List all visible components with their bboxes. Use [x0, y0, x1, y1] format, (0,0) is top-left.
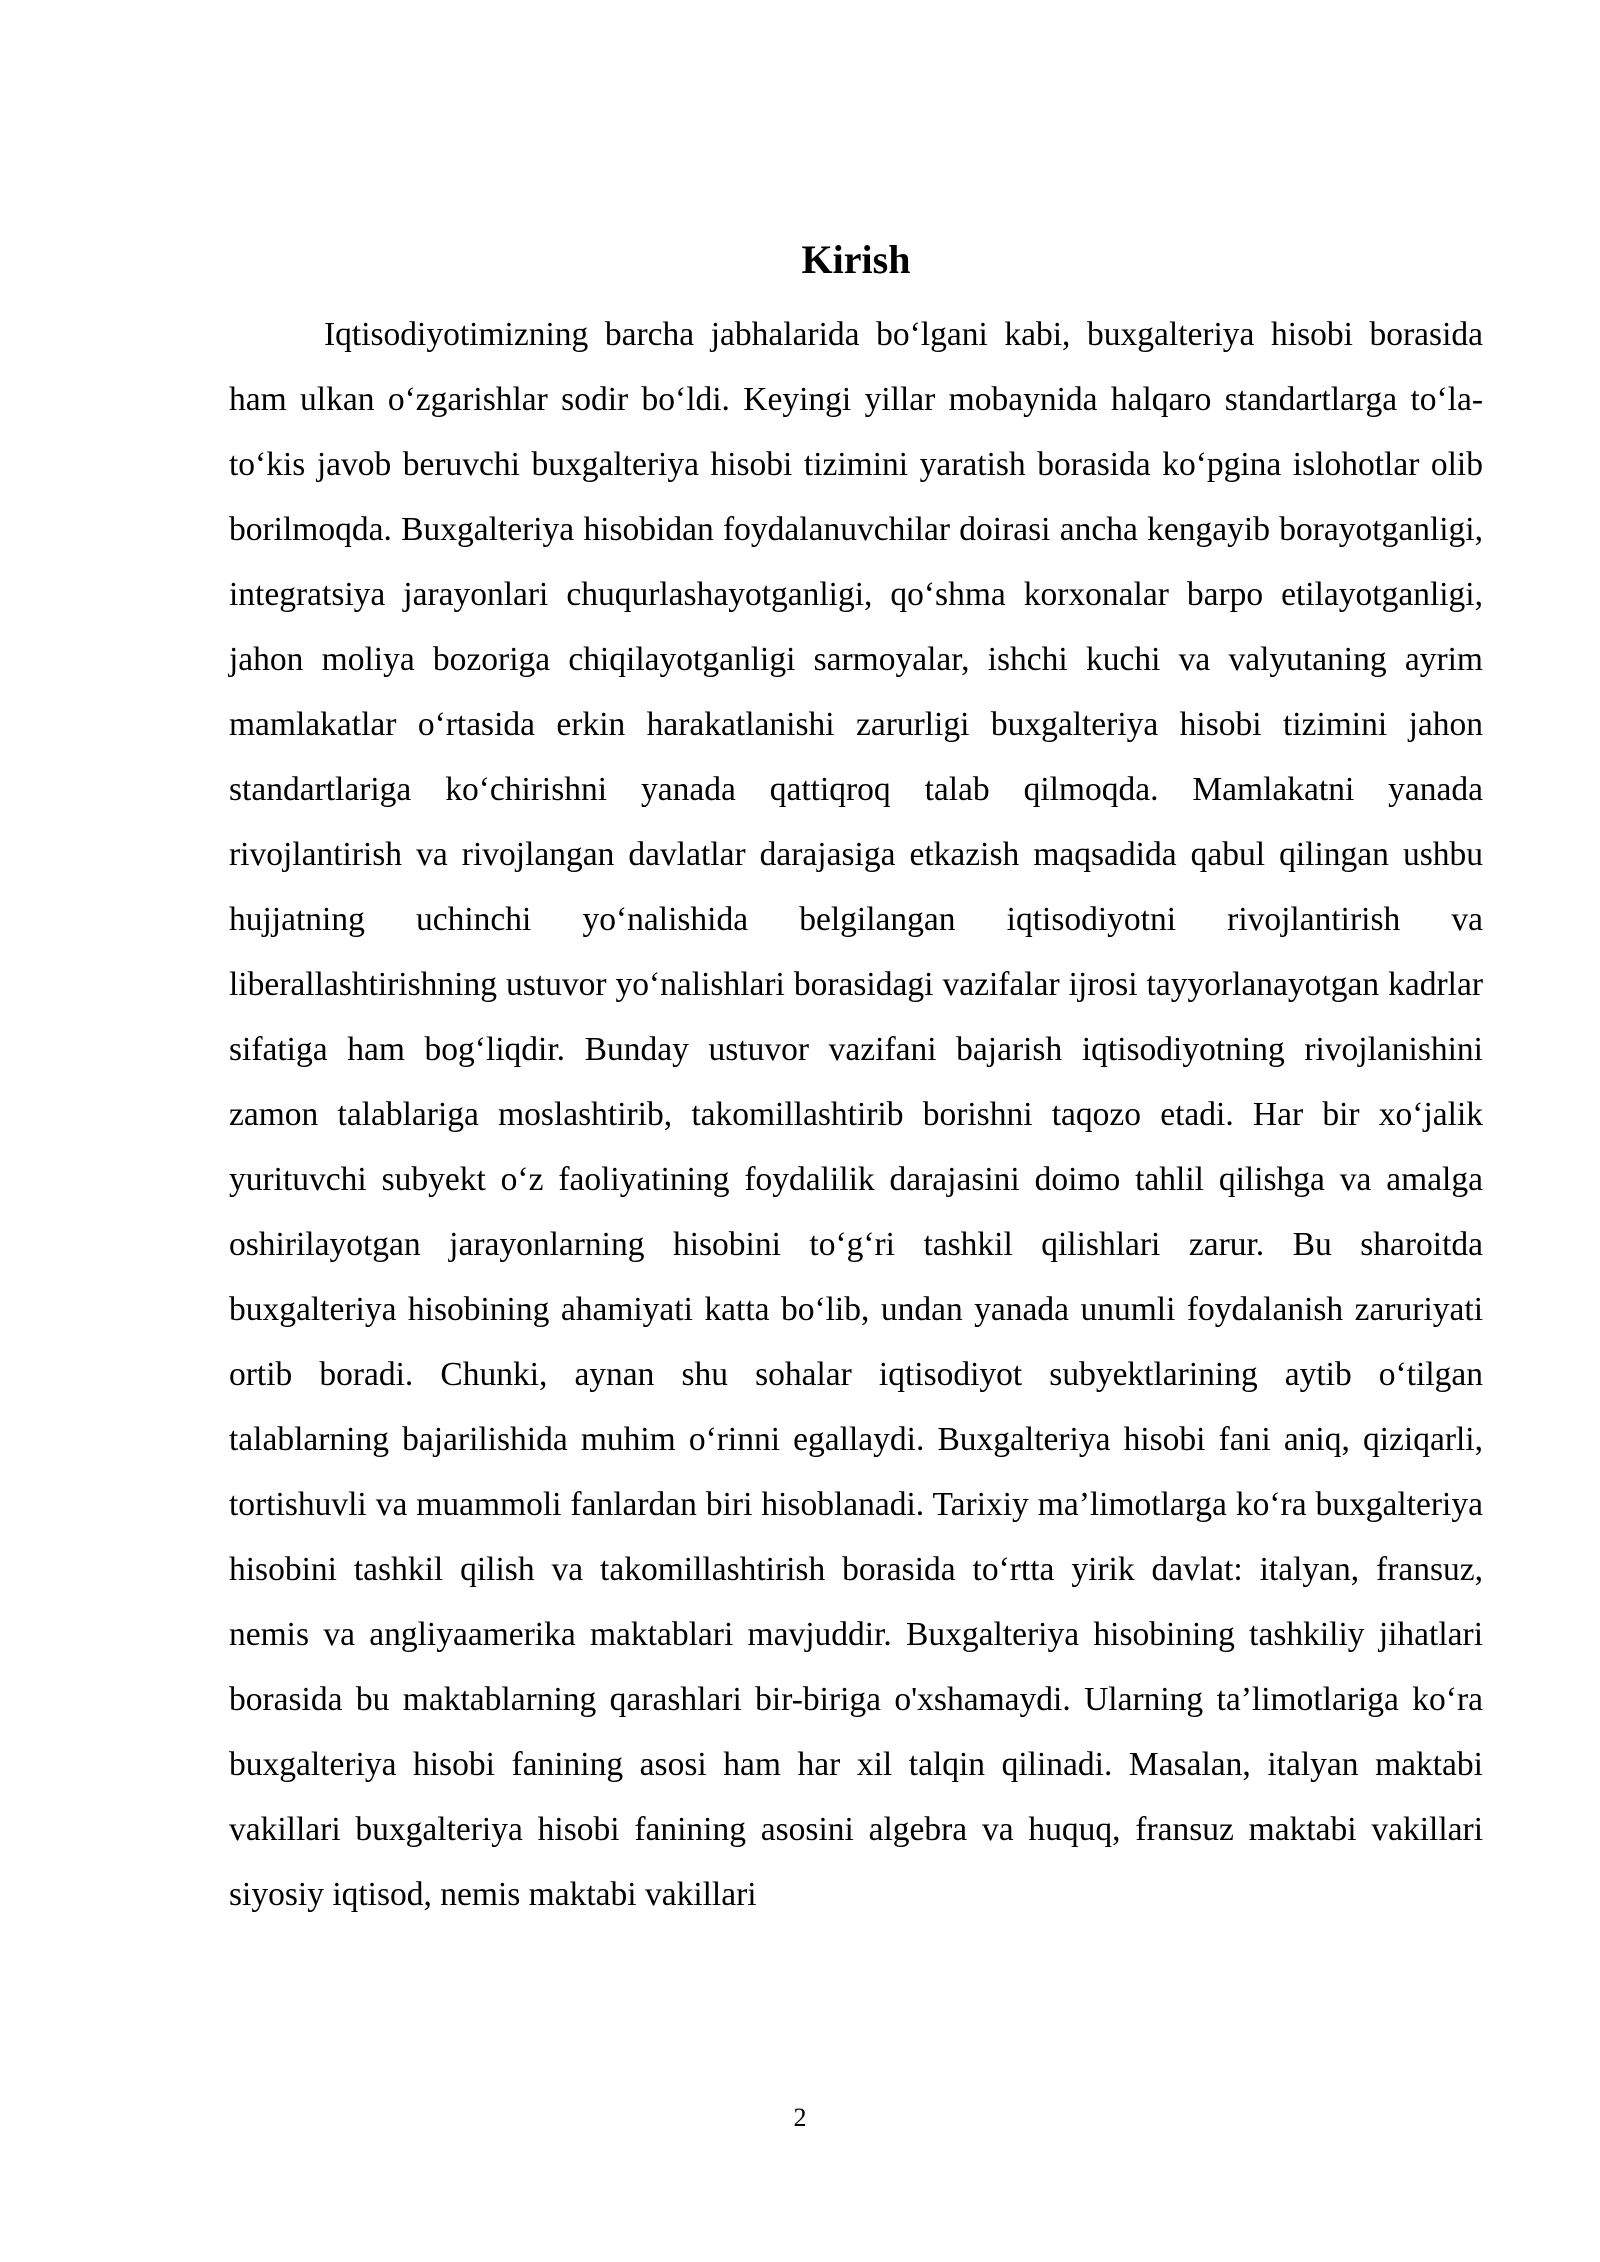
- section-heading: Kirish: [801, 237, 911, 282]
- page-number: 2: [793, 2103, 807, 2132]
- body-paragraph: Iqtisodiyotimizning barcha jabhalarida bo‘lgani kabi, buxgalteriya hisobi borasida ham ulkan o‘zgarishlar sodir bo‘ldi. Keyingi yillar mobaynida halqaro standartlarga to‘la-to‘kis javob beruvchi buxgalteriya hisobi tizimini yaratish borasida ko‘pgina islohotlar olib borilmoqda. Buxgalteriya hisobidan foydalanuvchilar doirasi ancha kengayib borayotganligi, integratsiya jarayonlari chuqurlashayotganligi, qo‘shma korxonalar barpo etilayotganligi, jahon moliya bozoriga chiqilayotganligi sarmoyalar, ishchi kuchi va valyutaning ayrim mamlakatlar o‘rtasida erkin harakatlanishi zarurligi buxgalteriya hisobi tizimini jahon standartlariga ko‘chirishni yanada qattiqroq talab qilmoqda. Mamlakatni yanada rivojlantirish va rivojlangan davlatlar darajasiga etkazish maqsadida qabul qilingan ushbu hujjatning uchinchi yo‘nalishida belgilangan iqtisodiyotni rivojlantirish va liberallashtirishning ustuvor yo‘nalishlari borasidagi vazifalar ijrosi tayyorlanayotgan kadrlar sifatiga ham bog‘liqdir. Bunday ustuvor vazifani bajarish iqtisodiyotning rivojlanishini zamon talablariga moslashtirib, takomillashtirib borishni taqozo etadi. Har bir xo‘jalik yurituvchi subyekt o‘z faoliyatining foydalilik darajasini doimo tahlil qilishga va amalga oshirilayotgan jarayonlarning hisobini to‘g‘ri tashkil qilishlari zarur. Bu sharoitda buxgalteriya hisobining ahamiyati katta bo‘lib, undan yanada unumli foydalanish zaruriyati ortib boradi. Chunki, aynan shu sohalar iqtisodiyot subyektlarining aytib o‘tilgan talablarning bajarilishida muhim o‘rinni egallaydi. Buxgalteriya hisobi fani aniq, qiziqarli, tortishuvli va muammoli fanlardan biri hisoblanadi. Tarixiy ma’limotlarga ko‘ra buxgalteriya hisobini tashkil qilish va takomillashtirish borasida to‘rtta yirik davlat: italyan, fransuz, nemis va angliyaamerika maktablari mavjuddir. Buxgalteriya hisobining tashkiliy jihatlari borasida bu maktablarning qarashlari bir-biriga o'xshamaydi. Ularning ta’limotlariga ko‘ra buxgalteriya hisobi fanining asosi ham har xil talqin qilinadi. Masalan, italyan maktabi vakillari buxgalteriya hisobi fanining asosini algebra va huquq, fransuz maktabi vakillari siyosiy iqtisod, nemis maktabi vakillari: [229, 316, 1483, 1913]
